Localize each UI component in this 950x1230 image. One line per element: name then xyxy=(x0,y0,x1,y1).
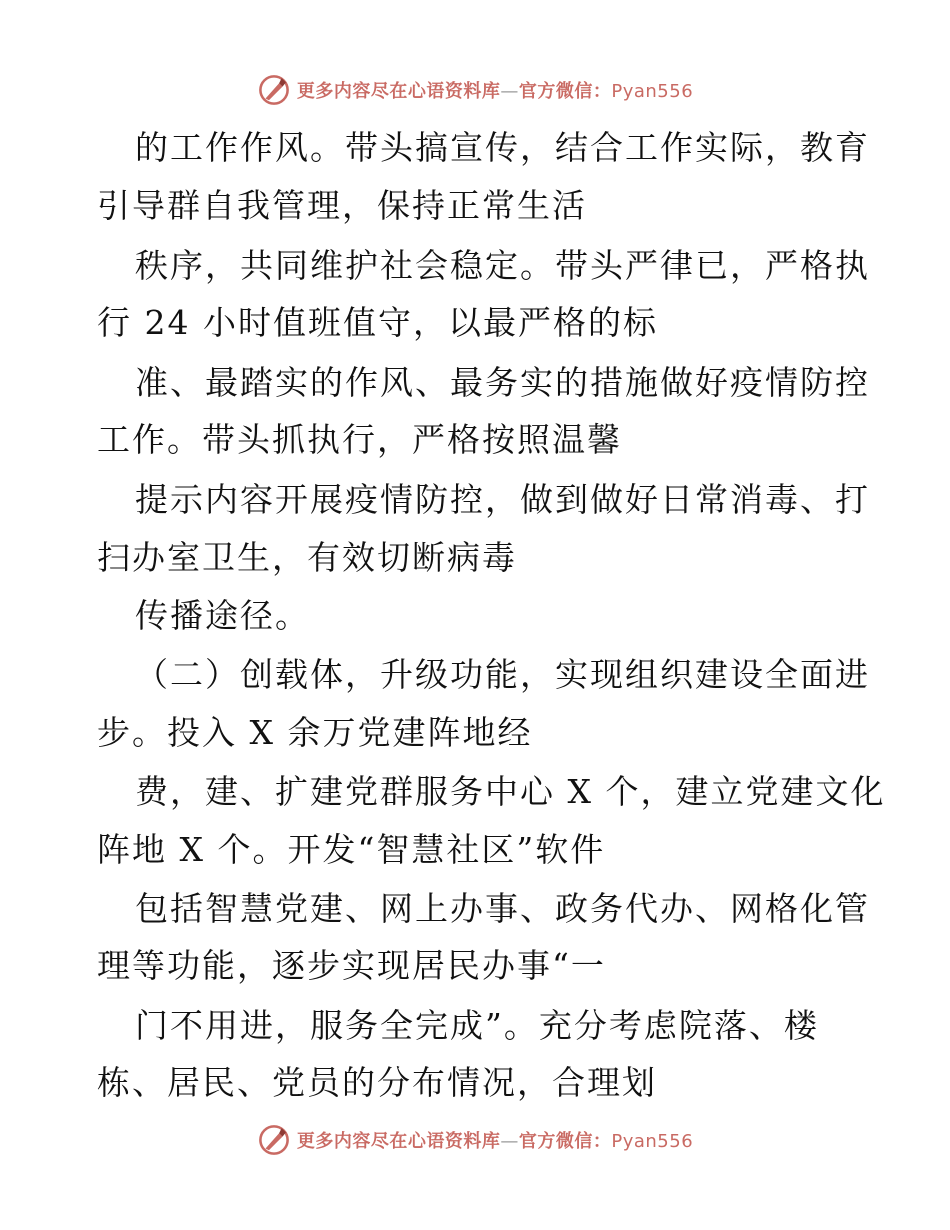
watermark-group xyxy=(257,73,693,107)
watermark-label: 官方微信： xyxy=(518,81,612,102)
watermark-label: 官方微信： xyxy=(518,1131,612,1152)
text-line: 秩序，共同维护社会稳定。带头严律已，严格执 xyxy=(135,246,870,285)
watermark-dash: — xyxy=(500,81,519,102)
watermark-group xyxy=(257,1123,693,1157)
text-line: 费，建、扩建党群服务中心 X 个，建立党建文化 xyxy=(135,772,886,811)
text-line: 传播途径。 xyxy=(135,596,310,635)
text-line: 理等功能，逐步实现居民办事“一 xyxy=(97,946,606,985)
watermark-id: Pyan556 xyxy=(611,81,694,102)
text-line: 引导群自我管理，保持正常生活 xyxy=(97,186,587,225)
text-line: 工作。带头抓执行，严格按照温馨 xyxy=(97,420,622,459)
header-watermark xyxy=(0,70,950,110)
footer-watermark xyxy=(0,1120,950,1160)
watermark-main: 更多内容尽在心语资料库 xyxy=(296,81,501,102)
text-line: 扫办室卫生，有效切断病毒 xyxy=(97,538,517,577)
text-line: 行 24 小时值班值守，以最严格的标 xyxy=(97,303,658,342)
text-line: 提示内容开展疫情防控，做到做好日常消毒、打 xyxy=(135,480,870,519)
pen-logo-icon xyxy=(257,73,291,107)
watermark-main: 更多内容尽在心语资料库 xyxy=(296,1131,501,1152)
text-line: （二）创载体，升级功能，实现组织建设全面进 xyxy=(135,655,870,694)
text-line: 准、最踏实的作风、最务实的措施做好疫情防控 xyxy=(135,363,870,402)
watermark-id: Pyan556 xyxy=(611,1131,694,1152)
text-line: 栋、居民、党员的分布情况，合理划 xyxy=(97,1063,657,1102)
text-line: 步。投入 X 余万党建阵地经 xyxy=(97,713,533,752)
watermark-text xyxy=(297,1127,693,1153)
pen-logo-icon xyxy=(257,1123,291,1157)
text-line: 门不用进，服务全完成”。充分考虑院落、楼 xyxy=(135,1006,819,1045)
text-line: 的工作作风。带头搞宣传，结合工作实际，教育 xyxy=(135,128,870,167)
watermark-text xyxy=(297,77,693,103)
text-line: 包括智慧党建、网上办事、政务代办、网格化管 xyxy=(135,889,870,928)
text-line: 阵地 X 个。开发“智慧社区”软件 xyxy=(97,830,606,869)
watermark-dash: — xyxy=(500,1131,519,1152)
